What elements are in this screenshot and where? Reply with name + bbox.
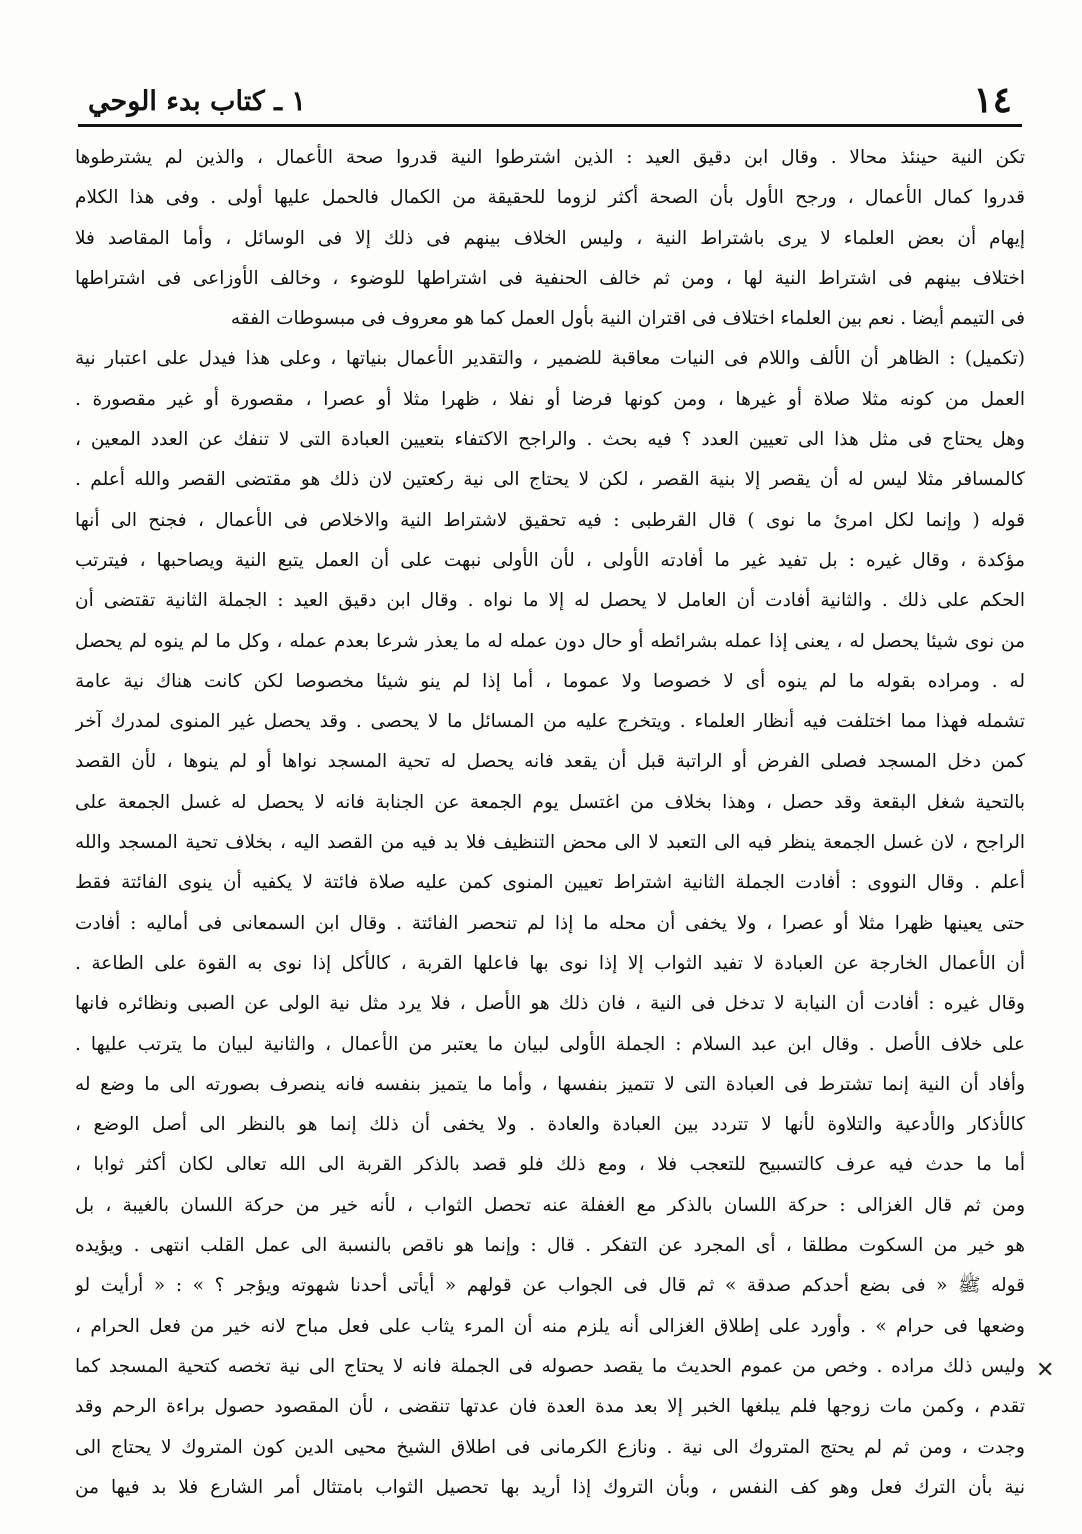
text-line: على خلاف الأصل . وقال ابن عبد السلام : الجملة الأولى لبيان ما يعتبر من الأعمال ، والثانية لبيان ما يترتب عليها . <box>75 1033 1025 1055</box>
text-line: كمن دخل المسجد فصلى الفرض أو الراتبة قبل أن يقعد فانه يحصل له تحية المسجد نواها أو لم ينوها ، لأن القصد <box>75 751 1025 773</box>
text-line: العمل من كونه مثلا صلاة أو غيرها ، ومن كونها فرضا أو نفلا ، ظهرا مثلا أو عصرا ، مقصورة أو غير مقصورة . <box>75 388 1025 410</box>
text-line: أعلم . وقال النووى : أفادت الجملة الثانية اشتراط تعيين المنوى كمن عليه صلاة فائتة لا يكفيه أن ينوى الفائتة فقط <box>75 872 1025 894</box>
text-line: وهل يحتاج فى مثل هذا الى تعيين العدد ؟ فيه بحث . والراجح الاكتفاء بتعيين العبادة التى لا تنفك عن العدد المعين ، <box>75 429 1025 451</box>
text-line: وضعها فى حرام » . وأورد على إطلاق الغزالى أنه يلزم منه أن المرء يثاب على فعل مباح لانه خير من فعل الحرام ، <box>75 1315 1025 1337</box>
page-number: ١٤ <box>973 79 1012 121</box>
text-line: الحكم على ذلك . والثانية أفادت أن العامل لا يحصل له إلا ما نواه . وقال ابن دقيق العيد : الجملة الثانية تقتضى أن <box>75 590 1025 612</box>
header-rule <box>78 124 1022 127</box>
text-line: هو خير من السكوت مطلقا ، أى المجرد عن التفكر . قال : وإنما هو ناقص بالنسبة الى عمل القلب انتهى . ويؤيده <box>75 1235 1025 1257</box>
text-line: وجدت ، ومن ثم لم يحتج المتروك الى نية . ونازع الكرمانى فى اطلاق الشيخ محيى الدين كون المتروك لا يحتاج الى <box>75 1436 1025 1458</box>
body-text <box>75 138 1025 1508</box>
text-line: كالمسافر مثلا ليس له أن يقصر إلا بنية القصر ، لكن لا يحتاج الى نية ركعتين لان ذلك هو مقتضى القصر والله أعلم . <box>75 469 1025 491</box>
text-line: (تكميل) : الظاهر أن الألف واللام فى النيات معاقبة للضمير ، والتقدير الأعمال بنياتها ، وعلى هذا فيدل على اعتبار نية <box>75 348 1025 370</box>
text-line: بالتحية شغل البقعة وقد حصل ، وهذا بخلاف من اغتسل يوم الجمعة عن الجنابة فانه لا يحصل له غسل الجمعة على <box>75 791 1025 813</box>
text-line: أن الأعمال الخارجة عن العبادة لا تفيد الثواب إلا إذا نوى بها فاعلها القربة ، كالأكل إذا نوى به القوة على الطاعة . <box>75 952 1025 974</box>
text-line: كالأذكار والأدعية والتلاوة لأنها لا تتردد بين العبادة والعادة . ولا يخفى أن ذلك إنما هو بالنظر الى أصل الوضع ، <box>75 1114 1025 1136</box>
text-line: تكن النية حينئذ محالا . وقال ابن دقيق العيد : الذين اشترطوا النية قدروا صحة الأعمال ، والذين لم يشترطوها <box>75 147 1025 168</box>
text-line: اختلاف بينهم فى اشتراط النية لها ، ومن ثم خالف الحنفية فى اشتراطها للوضوء ، وخالف الأوزاعى فى اشتراطها <box>75 267 1025 289</box>
text-line: الراجح ، لان غسل الجمعة ينظر فيه الى التعبد لا الى محض التنظيف فلا بد فيه من القصد اليه ، بخلاف تحية المسجد والله <box>75 832 1025 854</box>
text-line: من نوى شيئا يحصل له ، يعنى إذا عمله بشرائطه أو حال دون عمله له ما يعذر شرعا بعدم عمله ، وكل ما لم ينوه لم يحصل <box>75 630 1025 652</box>
text-line: قوله ﷺ « فى بضع أحدكم صدقة » ثم قال فى الجواب عن قولهم « أيأتى أحدنا شهوته ويؤجر ؟ » : « أرأيت لو <box>75 1275 1025 1297</box>
page-header <box>78 78 1022 122</box>
text-line: تقدم ، وكمن مات زوجها فلم يبلغها الخبر إلا بعد مدة العدة فان عدتها تنقضى ، لأن المقصود حصول براءة الرحم وقد <box>75 1396 1025 1418</box>
text-line: قوله ( وإنما لكل امرئ ما نوى ) قال القرطبى : فيه تحقيق لاشتراط النية والاخلاص فى الأعمال ، فجنح الى أنها <box>75 509 1025 531</box>
text-line: نية بأن الترك فعل وهو كف النفس ، وبأن التروك إذا أريد بها تحصيل الثواب بامتثال أمر الشارع فلا بد فيها من <box>75 1476 1025 1498</box>
text-line: إيهام أن بعض العلماء لا يرى باشتراط النية ، وليس الخلاف بينهم فى ذلك إلا فى الوسائل ، وأما المقاصد فلا <box>75 227 1025 249</box>
margin-annotation-mark: ✕ <box>1036 1358 1055 1383</box>
text-line: تشمله فهذا مما اختلفت فيه أنظار العلماء . ويتخرج عليه من المسائل ما لا يحصى . وقد يحصل غير المنوى لمدرك آخر <box>75 711 1025 733</box>
text-line: مؤكدة ، وقال غيره : بل تفيد غير ما أفادته الأولى ، لأن الأولى نبهت على أن العمل يتبع النية ويصاحبها ، فيترتب <box>75 549 1025 571</box>
text-line: وليس ذلك مراده . وخص من عموم الحديث ما يقصد حصوله فى الجملة فانه لا يحتاج الى نية تخصه كتحية المسجد كما <box>75 1355 1025 1377</box>
text-line: قدروا كمال الأعمال ، ورجح الأول بأن الصحة أكثر لزوما للحقيقة من الكمال فالحمل عليها أولى . وفى هذا الكلام <box>75 187 1025 209</box>
text-line: له . ومراده بقوله ما لم ينوه أى لا خصوصا ولا عموما ، أما إذا لم ينو شيئا مخصوصا لكن كانت هناك نية عامة <box>75 670 1025 692</box>
running-title: ١ ـ كتاب بدء الوحي <box>88 86 306 117</box>
text-line: فى التيمم أيضا . نعم بين العلماء اختلاف فى اقتران النية بأول العمل كما هو معروف فى مبسوطات الفقه <box>230 308 1025 330</box>
text-line: أما ما حدث فيه عرف كالتسبيح للتعجب فلا ، ومع ذلك فلو قصد بالذكر القربة الى الله تعالى لكان أكثر ثوابا ، <box>75 1154 1025 1176</box>
text-line: حتى يعينها ظهرا مثلا أو عصرا ، ولا يخفى أن محله ما إذا لم تنحصر الفائتة . وقال ابن السمعانى فى أماليه : أفادت <box>75 912 1025 934</box>
text-line: وأفاد أن النية إنما تشترط فى العبادة التى لا تتميز بنفسها ، وأما ما يتميز بنفسه فانه ينصرف بصورته الى ما وضع له <box>75 1073 1025 1095</box>
text-line: وقال غيره : أفادت أن النيابة لا تدخل فى النية ، فان ذلك هو الأصل ، فلا يرد مثل نية الولى عن الصبى ونظائره فانها <box>75 993 1025 1015</box>
text-line: ومن ثم قال الغزالى : حركة اللسان بالذكر مع الغفلة عنه تحصل الثواب ، لأنه خير من حركة اللسان بالغيبة ، بل <box>75 1194 1025 1216</box>
